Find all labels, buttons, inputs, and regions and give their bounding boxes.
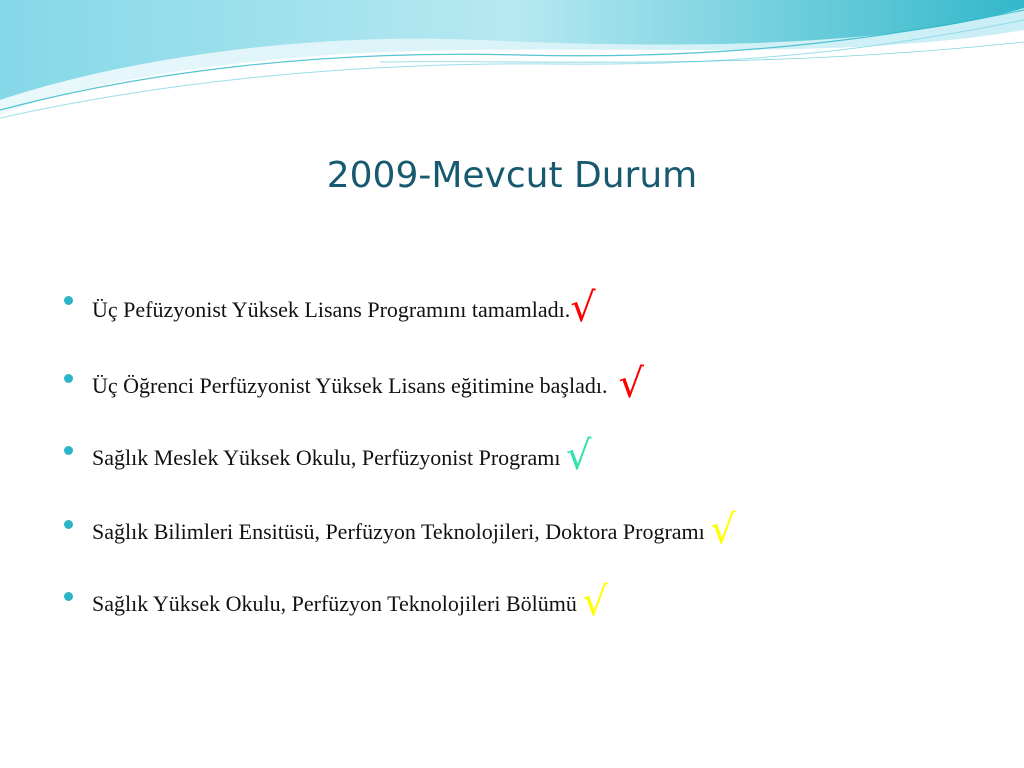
bullet-list (62, 272, 1002, 642)
bullet-item (62, 272, 1002, 346)
bullet-marker-icon (64, 296, 73, 305)
bullet-item (62, 568, 1002, 642)
checkmark-icon: √ (618, 361, 644, 407)
bullet-label: Sağlık Meslek Yüksek Okulu, Perfüzyonist Programı (92, 445, 561, 470)
bullet-marker-icon (64, 446, 73, 455)
bullet-item (62, 494, 1002, 568)
bullet-label: Üç Pefüzyonist Yüksek Lisans Programını tamamladı. (92, 297, 571, 322)
bullet-text (92, 507, 736, 553)
checkmark-icon: √ (710, 507, 736, 553)
bullet-label: Üç Öğrenci Perfüzyonist Yüksek Lisans eğitimine başladı. (92, 373, 608, 398)
bullet-text (92, 361, 644, 407)
checkmark-icon: √ (565, 433, 592, 479)
slide-title: 2009-Mevcut Durum (326, 155, 698, 196)
checkmark-icon: √ (570, 285, 596, 331)
bullet-item (62, 346, 1002, 420)
bullet-text (92, 285, 596, 331)
bullet-marker-icon (64, 374, 73, 383)
checkmark-icon: √ (582, 579, 608, 625)
bullet-marker-icon (64, 520, 73, 529)
wave-shape-main (0, 0, 1024, 100)
bullet-item (62, 420, 1002, 494)
bullet-label: Sağlık Yüksek Okulu, Perfüzyon Teknolojileri Bölümü (92, 591, 577, 616)
bullet-text (92, 579, 608, 625)
bullet-label: Sağlık Bilimleri Ensitüsü, Perfüzyon Teknolojileri, Doktora Programı (92, 519, 705, 544)
header-wave-decoration (0, 0, 1024, 130)
bullet-text (92, 433, 592, 479)
bullet-marker-icon (64, 592, 73, 601)
